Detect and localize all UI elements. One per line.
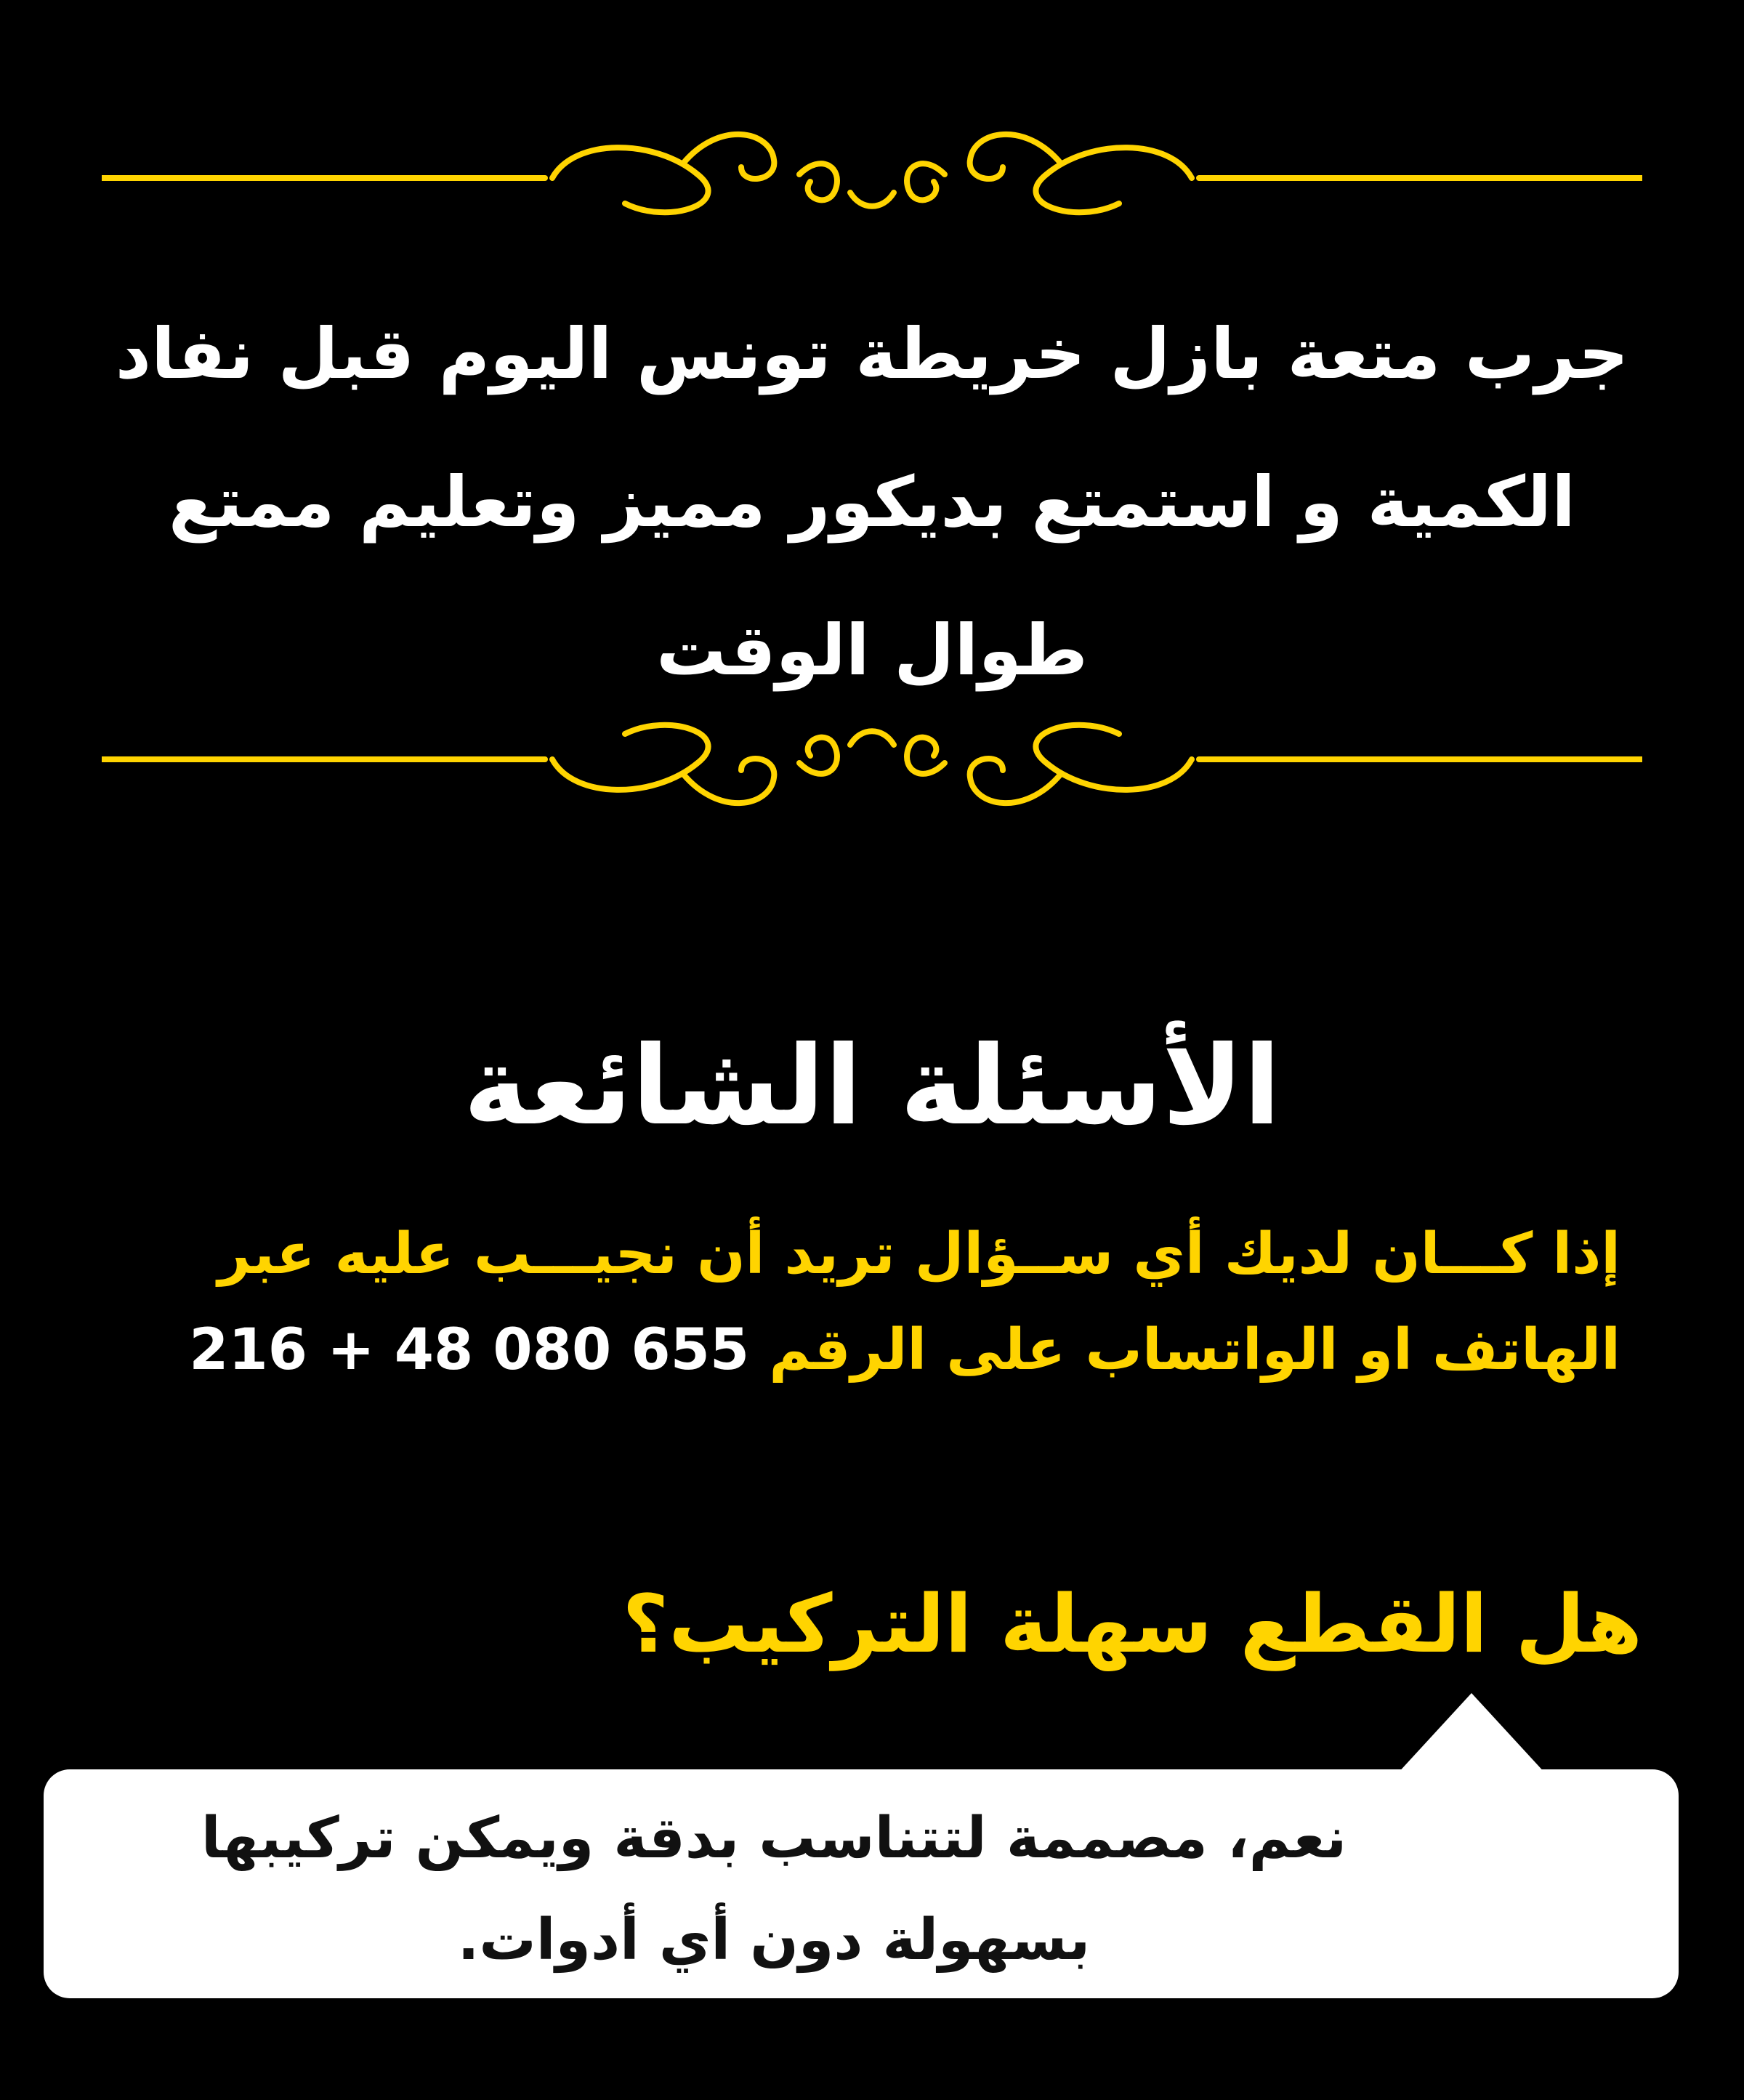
faq-intro-line-2-text: الهاتف او الواتساب على الرقم <box>769 1317 1620 1383</box>
promo-line-2: الكمية و استمتع بديكور مميز وتعليم ممتع <box>168 461 1576 543</box>
faq-intro-line-2 <box>124 1302 1620 1398</box>
promo-line-1: جرب متعة بازل خريطة تونس اليوم قبل نفاد <box>115 313 1629 395</box>
promo-text <box>44 280 1700 724</box>
promo-line-3: طوال الوقت <box>656 610 1088 691</box>
faq-question: هل القطع سهلة التركيب؟ <box>622 1578 1642 1671</box>
faq-title: الأسئلة الشائعة <box>463 1023 1281 1150</box>
faq-intro-line-1: إذا كـــان لديك أي ســؤال تريد أن نجيـــب عليه عبر <box>217 1221 1620 1287</box>
ornament-divider-top <box>102 124 1642 233</box>
faq-answer-line-1: نعم، مصممة لتتناسب بدقة ويمكن تركيبها <box>201 1806 1347 1871</box>
faq-answer-line-2: بسهولة دون أي أدوات. <box>457 1907 1091 1973</box>
phone-number[interactable]: 216 + 48 080 655 <box>189 1317 750 1383</box>
faq-intro <box>124 1206 1620 1398</box>
faq-answer <box>102 1788 1446 1991</box>
ornament-divider-bottom <box>102 705 1642 814</box>
